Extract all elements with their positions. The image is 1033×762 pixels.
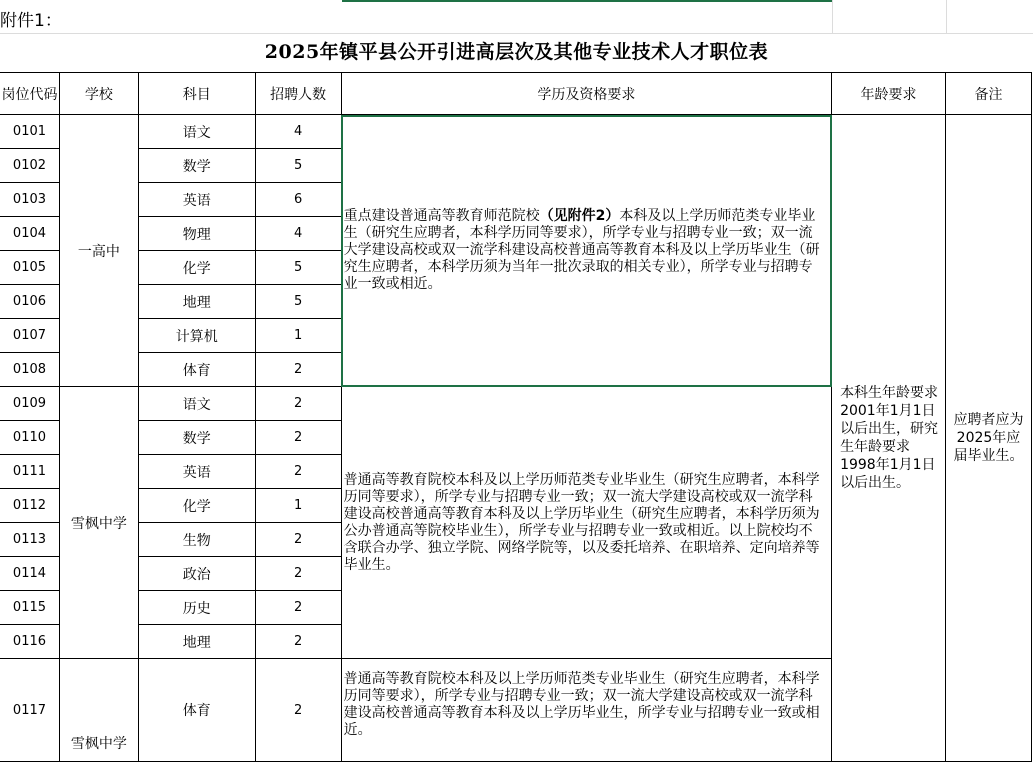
requirements-cell[interactable]: 普通高等教育院校本科及以上学历师范类专业毕业生（研究生应聘者，本科学历同等要求），所学专业与招聘专业一致；双一流大学建设高校或双一流学科建设高校普通高等教育本科及以上学历毕业生，所学专业与招聘专业一致或相近。 <box>341 659 831 762</box>
req-text: 本科及以上学历师范类专业毕业生（研究生应聘者，本科学历同等要求），所学专业与招聘专业一致；双一流大学建设高校或双一流学科建设高校普通高等教育本科及以上学历毕业生（研究生应聘者，本科学历须为当年一批次录取的相关专业），所学专业与招聘专业一致或相近。 <box>343 208 820 292</box>
subject-cell[interactable]: 物理 <box>138 217 255 251</box>
sheet-top-row <box>0 0 1033 34</box>
position-code[interactable]: 0102 <box>0 149 59 183</box>
position-code[interactable]: 0109 <box>0 387 59 421</box>
subject-cell[interactable]: 生物 <box>138 523 255 557</box>
count-cell[interactable]: 5 <box>255 149 341 183</box>
subject-cell[interactable]: 英语 <box>138 183 255 217</box>
count-cell[interactable]: 2 <box>255 591 341 625</box>
position-code[interactable]: 0108 <box>0 353 59 387</box>
school-cell[interactable]: 雪枫中学 <box>59 659 138 762</box>
position-table <box>0 72 1032 762</box>
count-cell[interactable]: 2 <box>255 455 341 489</box>
count-cell[interactable]: 6 <box>255 183 341 217</box>
age-requirement-cell[interactable]: 本科生年龄要求2001年1月1日以后出生，研究生年龄要求1998年1月1日以后出生。 <box>832 115 946 762</box>
position-code[interactable]: 0101 <box>0 115 59 149</box>
position-code[interactable]: 0116 <box>0 625 59 659</box>
position-code[interactable]: 0107 <box>0 319 59 353</box>
selection-edge <box>342 0 832 2</box>
attachment-label: 附件1： <box>0 11 62 31</box>
subject-cell[interactable]: 计算机 <box>138 319 255 353</box>
position-code[interactable]: 0103 <box>0 183 59 217</box>
subject-cell[interactable]: 语文 <box>138 387 255 421</box>
table-row <box>0 115 1032 149</box>
requirements-cell[interactable] <box>341 115 831 387</box>
header-subject: 科目 <box>138 73 255 115</box>
subject-cell[interactable]: 数学 <box>138 149 255 183</box>
count-cell[interactable]: 5 <box>255 285 341 319</box>
header-age: 年龄要求 <box>832 73 946 115</box>
position-code[interactable]: 0112 <box>0 489 59 523</box>
header-requirements: 学历及资格要求 <box>341 73 831 115</box>
subject-cell[interactable]: 语文 <box>138 115 255 149</box>
count-cell[interactable]: 4 <box>255 217 341 251</box>
count-cell[interactable]: 5 <box>255 251 341 285</box>
school-cell[interactable]: 一高中 <box>59 115 138 387</box>
header-remark: 备注 <box>945 73 1031 115</box>
position-code[interactable]: 0115 <box>0 591 59 625</box>
subject-cell[interactable]: 地理 <box>138 625 255 659</box>
position-code[interactable]: 0113 <box>0 523 59 557</box>
remark-cell[interactable]: 应聘者应为2025年应届毕业生。 <box>945 115 1031 762</box>
subject-cell[interactable]: 地理 <box>138 285 255 319</box>
page-title: 2025年镇平县公开引进高层次及其他专业技术人才职位表 <box>264 41 769 63</box>
count-cell[interactable]: 4 <box>255 115 341 149</box>
header-row <box>0 73 1032 115</box>
position-code[interactable]: 0117 <box>0 659 59 762</box>
count-cell[interactable]: 2 <box>255 387 341 421</box>
position-code[interactable]: 0111 <box>0 455 59 489</box>
count-cell[interactable]: 2 <box>255 557 341 591</box>
subject-cell[interactable]: 数学 <box>138 421 255 455</box>
count-cell[interactable]: 2 <box>255 421 341 455</box>
position-code[interactable]: 0110 <box>0 421 59 455</box>
count-cell[interactable]: 1 <box>255 489 341 523</box>
subject-cell[interactable]: 体育 <box>138 353 255 387</box>
subject-cell[interactable]: 化学 <box>138 489 255 523</box>
position-code[interactable]: 0106 <box>0 285 59 319</box>
subject-cell[interactable]: 化学 <box>138 251 255 285</box>
subject-cell[interactable]: 体育 <box>138 659 255 762</box>
requirements-cell[interactable]: 普通高等教育院校本科及以上学历师范类专业毕业生（研究生应聘者，本科学历同等要求），所学专业与招聘专业一致；双一流大学建设高校或双一流学科建设高校普通高等教育本科及以上学历毕业生（研究生应聘者，本科学历须为公办普通高等院校毕业生），所学专业与招聘专业一致或相近。以上院校均不含联合办学、独立学院、网络学院等，以及委托培养、在职培养、定向培养等毕业生。 <box>341 387 831 659</box>
header-code: 岗位代码 <box>0 73 59 115</box>
position-code[interactable]: 0104 <box>0 217 59 251</box>
req-text: 重点建设普通高等教育师范院校 <box>343 208 540 224</box>
count-cell[interactable]: 2 <box>255 353 341 387</box>
count-cell[interactable]: 2 <box>255 523 341 557</box>
subject-cell[interactable]: 英语 <box>138 455 255 489</box>
header-count: 招聘人数 <box>255 73 341 115</box>
subject-cell[interactable]: 历史 <box>138 591 255 625</box>
position-code[interactable]: 0105 <box>0 251 59 285</box>
count-cell[interactable]: 2 <box>255 625 341 659</box>
header-school: 学校 <box>59 73 138 115</box>
school-cell[interactable]: 雪枫中学 <box>59 387 138 659</box>
count-cell[interactable]: 1 <box>255 319 341 353</box>
position-code[interactable]: 0114 <box>0 557 59 591</box>
count-cell[interactable]: 2 <box>255 659 341 762</box>
req-bold-text: （见附件2） <box>539 208 620 224</box>
subject-cell[interactable]: 政治 <box>138 557 255 591</box>
